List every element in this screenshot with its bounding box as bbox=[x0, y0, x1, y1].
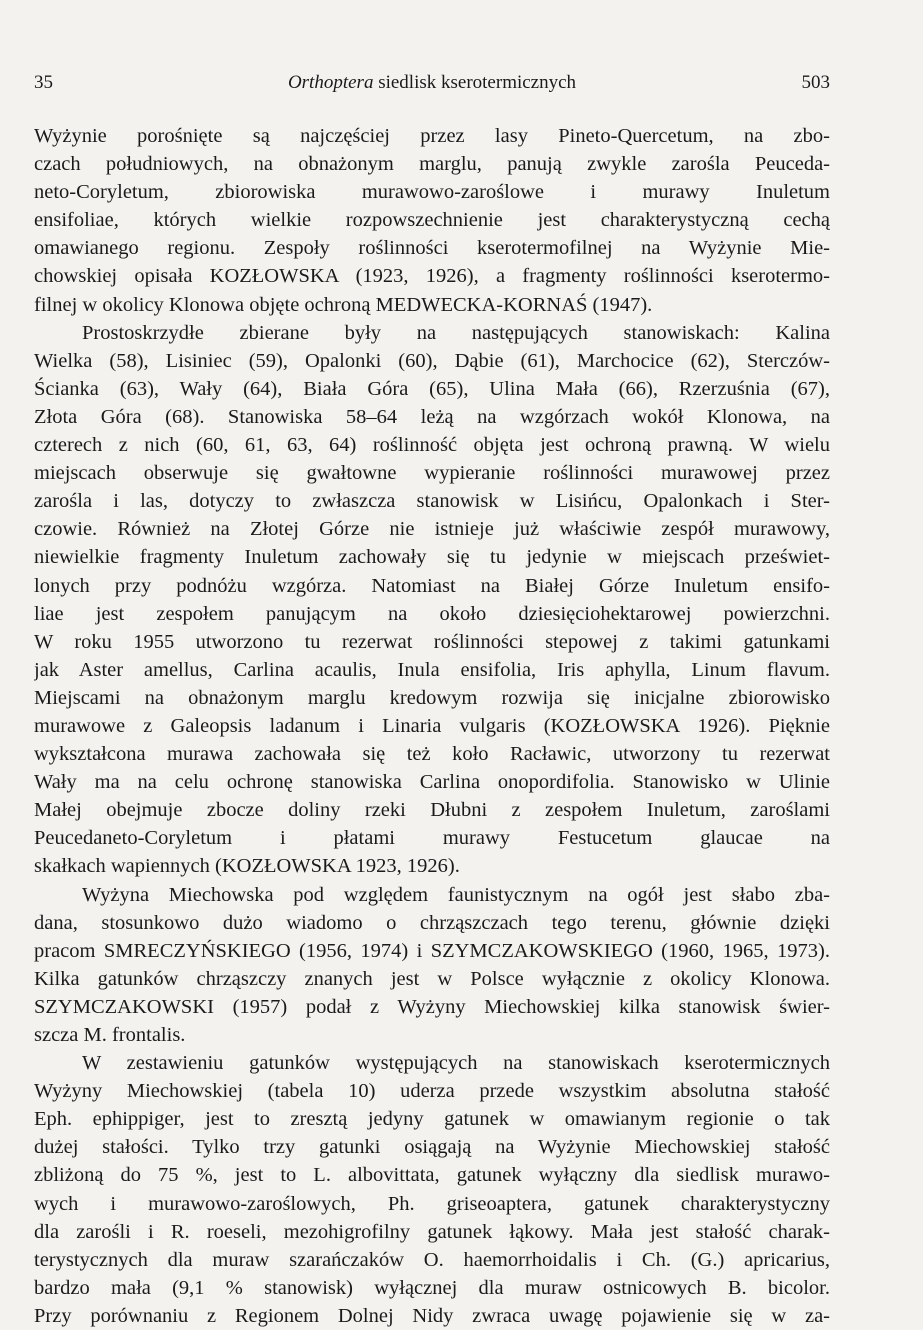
text-line: dużej stałości. Tylko trzy gatunki osiągają na Wyżynie Miechowskiej stałość bbox=[34, 1136, 830, 1159]
running-title-italic: Orthoptera bbox=[287, 72, 374, 93]
text-line: czterech z nich (60, 61, 63, 64) roślinność objęta jest ochroną prawną. W wielu bbox=[34, 434, 830, 457]
text-line: W roku 1955 utworzono tu rezerwat roślinności stepowej z takimi gatunkami bbox=[34, 630, 830, 653]
body-text bbox=[34, 122, 830, 1330]
text-line: Małej obejmuje zbocze doliny rzeki Dłubni z zespołem Inuletum, zaroślami bbox=[34, 799, 830, 822]
text-line: Wielka (58), Lisiniec (59), Opalonki (60), Dąbie (61), Marchocice (62), Sterczów- bbox=[34, 349, 830, 372]
text-line: czach południowych, na obnażonym marglu, panują zwykle zarośla Peuceda- bbox=[34, 153, 830, 176]
text-line: Miejscami na obnażonym marglu kredowym rozwija się inicjalne zbiorowisko bbox=[34, 686, 830, 709]
text-line: niewielkie fragmenty Inuletum zachowały się tu jedynie w miejscach przeświet- bbox=[34, 546, 830, 569]
text-line: terystycznych dla muraw szarańczaków O. haemorrhoidalis i Ch. (G.) apricarius, bbox=[34, 1248, 830, 1271]
text-line: Wały ma na celu ochronę stanowiska Carlina onopordifolia. Stanowisko w Ulinie bbox=[34, 771, 830, 794]
running-header bbox=[34, 72, 830, 100]
page-number-right: 503 bbox=[801, 72, 830, 93]
text-line: filnej w okolicy Klonowa objęte ochroną MEDWECKA-KORNAŚ (1947). bbox=[34, 293, 653, 316]
text-line: szcza M. frontalis. bbox=[34, 1024, 186, 1046]
text-line: murawowe z Galeopsis ladanum i Linaria vulgaris (KOZŁOWSKA 1926). Pięknie bbox=[34, 714, 830, 737]
text-line: wych i murawowo-zaroślowych, Ph. griseoaptera, gatunek charakterystyczny bbox=[34, 1192, 830, 1215]
text-line: wykształcona murawa zachowała się też koło Racławic, utworzony tu rezerwat bbox=[34, 743, 830, 766]
text-line: Wyżyna Miechowska pod względem faunistycznym na ogół jest słabo zba- bbox=[82, 883, 830, 906]
text-line: bardzo mała (9,1 % stanowisk) wyłącznej dla muraw ostnicowych B. bicolor. bbox=[34, 1276, 830, 1299]
running-title bbox=[34, 72, 830, 94]
text-line: skałkach wapiennych (KOZŁOWSKA 1923, 1926). bbox=[34, 855, 460, 878]
text-line: Kilka gatunków chrząszczy znanych jest w Polsce wyłącznie z okolicy Klonowa. bbox=[34, 967, 830, 990]
text-line: Prostoskrzydłe zbierane były na następujących stanowiskach: Kalina bbox=[82, 321, 830, 344]
text-line: zbliżoną do 75 %, jest to L. albovittata, gatunek wyłączny dla siedlisk murawo- bbox=[34, 1164, 830, 1187]
text-line: neto-Coryletum, zbiorowiska murawowo-zaroślowe i murawy Inuletum bbox=[34, 181, 830, 204]
running-title-rest: siedlisk kserotermicznych bbox=[373, 72, 577, 93]
text-line: dana, stosunkowo dużo wiadomo o chrząszczach tego terenu, głównie dzięki bbox=[34, 911, 830, 934]
text-line: Wyżynie porośnięte są najczęściej przez lasy Pineto-Quercetum, na zbo- bbox=[34, 125, 830, 147]
text-line: miejscach obserwuje się gwałtowne wypieranie roślinności murawowej przez bbox=[34, 462, 830, 485]
text-line: zarośla i las, dotyczy to zwłaszcza stanowisk w Lisińcu, Opalonkach i Ster- bbox=[34, 490, 830, 513]
page-number-left: 35 bbox=[34, 72, 53, 93]
text-line: czowie. Również na Złotej Górze nie istnieje już właściwie zespół murawowy, bbox=[34, 518, 830, 541]
text-line: dla zarośli i R. roeseli, mezohigrofilny gatunek łąkowy. Mała jest stałość charak- bbox=[34, 1220, 830, 1243]
text-line: Złota Góra (68). Stanowiska 58–64 leżą na wzgórzach wokół Klonowa, na bbox=[34, 405, 830, 428]
text-line: Peucedaneto-Coryletum i płatami murawy Festucetum glaucae na bbox=[34, 827, 830, 850]
text-line: chowskiej opisała KOZŁOWSKA (1923, 1926), a fragmenty roślinności kserotermo- bbox=[34, 265, 830, 288]
text-line: SZYMCZAKOWSKI (1957) podał z Wyżyny Miechowskiej kilka stanowisk świer- bbox=[34, 995, 830, 1018]
text-line: jak Aster amellus, Carlina acaulis, Inula ensifolia, Iris aphylla, Linum flavum. bbox=[34, 658, 830, 681]
text-line: omawianego regionu. Zespoły roślinności kserotermofilnej na Wyżynie Mie- bbox=[34, 237, 830, 260]
text-line: liae jest zespołem panującym na około dziesięciohektarowej powierzchni. bbox=[34, 602, 830, 625]
text-line: Ścianka (63), Wały (64), Biała Góra (65), Ulina Mała (66), Rzerzuśnia (67), bbox=[34, 377, 830, 400]
text-line: Przy porównaniu z Regionem Dolnej Nidy zwraca uwagę pojawienie się w za- bbox=[34, 1304, 830, 1327]
text-line: Wyżyny Miechowskiej (tabela 10) uderza przede wszystkim absolutna stałość bbox=[34, 1080, 830, 1103]
text-line: Eph. ephippiger, jest to zresztą jedyny gatunek w omawianym regionie o tak bbox=[34, 1108, 830, 1131]
text-line: W zestawieniu gatunków występujących na stanowiskach kserotermicznych bbox=[82, 1052, 830, 1075]
text-line: ensifoliae, których wielkie rozpowszechnienie jest charakterystyczną cechą bbox=[34, 209, 830, 232]
text-line: pracom SMRECZYŃSKIEGO (1956, 1974) i SZYMCZAKOWSKIEGO (1960, 1965, 1973). bbox=[34, 939, 830, 962]
text-line: lonych przy podnóżu wzgórza. Natomiast na Białej Górze Inuletum ensifo- bbox=[34, 574, 830, 597]
